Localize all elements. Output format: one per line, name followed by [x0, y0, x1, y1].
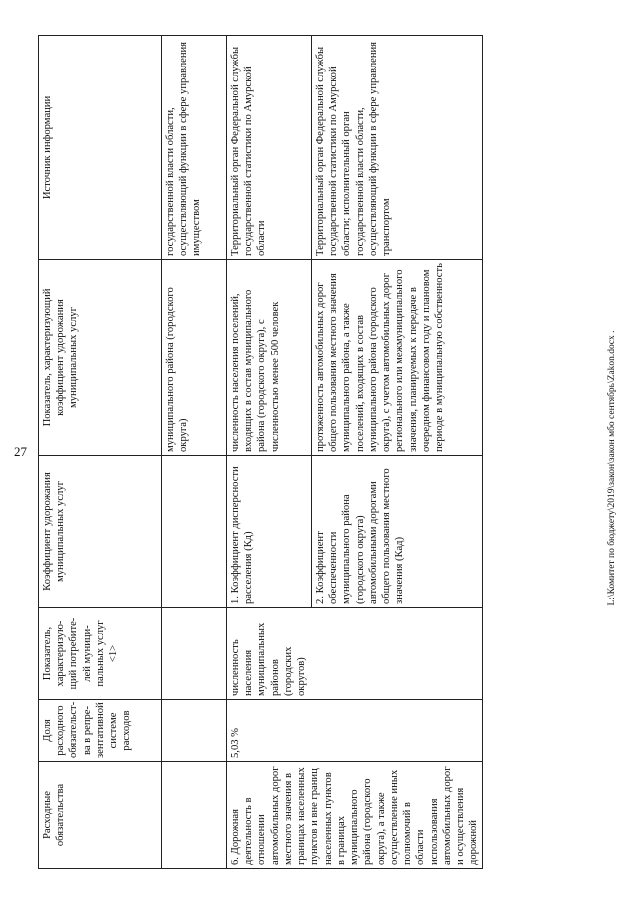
header-consumers: Показатель, характеризую-щий потребите-лей муници-пальных услуг <1> — [39, 608, 162, 700]
budget-table — [38, 35, 483, 869]
cell-indicator-1: численность населения поселений, входящих в состав муниципального района (городского округа), с численностью менее 500 человек — [227, 260, 312, 456]
header-indicator: Показатель, характеризующий коэффициент удорожания муниципальных услуг — [39, 260, 162, 456]
cell-indicator-2: протяженность автомобильных дорог общего пользования местного значения муниципального района, а также поселений, входящих в состав муниципального района (городского округа), с учетом автомобильных дорог регионального или межмуниципального значения, планируемых к передаче в очередном финансовом году и плановом периоде в муниципальную собственность — [312, 260, 483, 456]
page-number: 27 — [14, 444, 27, 459]
cell-empty — [162, 762, 227, 869]
cell-empty — [162, 608, 227, 700]
table-row-continuation — [162, 36, 227, 869]
table-sheet — [38, 36, 608, 869]
cell-share-6: 5,03 % — [227, 700, 483, 762]
cell-source-2: Территориальный орган Федеральной службы государственной статистики по Амурской области; исполнительный орган государственной власти области, осуществляющий функции в сфере управления транспортом — [312, 36, 483, 260]
footer-file-path: L:\Комитет по бюджету\2019\закон\закон мбо сентябрь\Zakon.docx . — [607, 330, 617, 606]
rotated-table-container — [38, 36, 608, 869]
cell-coef-2: 2. Коэффициент обеспеченности муниципального района (городского округа) автомобильными дорогами общего пользования местного значения (Кад) — [312, 456, 483, 608]
cell-source-1: Территориальный орган Федеральной службы государственной статистики по Амурской области — [227, 36, 312, 260]
header-share: Доля расходного обязательст-ва в репре-зентативной системе расходов — [39, 700, 162, 762]
cell-obligation-6: 6. Дорожная деятельность в отношении автомобильных дорог местного значения в границах населенных пунктов и вне границ населенных пунктов в границах муниципального района (городского округа), а также осуществление иных полномочий в области использования автомобильных дорог и осуществления дорожной — [227, 762, 483, 869]
cell-source-continuation: государственной власти области, осуществляющий функции в сфере управления имуществом — [162, 36, 227, 260]
cell-empty — [162, 700, 227, 762]
header-obligations: Расходные обязательства — [39, 762, 162, 869]
cell-coef-1: 1. Коэффициент дисперсности расселения (Кд) — [227, 456, 312, 608]
header-source: Источник информации — [39, 36, 162, 260]
table-row-6a — [227, 36, 312, 869]
header-coefficient: Коэффициент удорожания муниципальных услуг — [39, 456, 162, 608]
table-header-row — [39, 36, 162, 869]
cell-consumers-6: численность населения муниципальных районов (городских округов) — [227, 608, 483, 700]
cell-indicator-continuation: муниципального района (городского округа) — [162, 260, 227, 456]
cell-empty — [162, 456, 227, 608]
